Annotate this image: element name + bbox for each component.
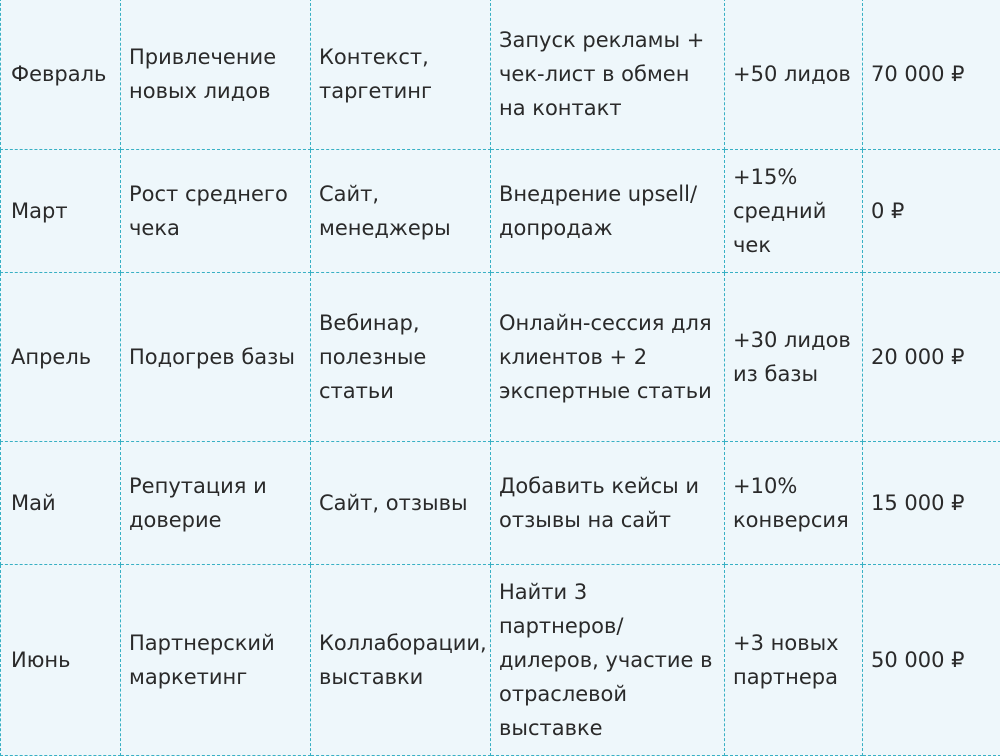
budget-cell: 15 000 ₽: [863, 442, 1000, 565]
result-cell: +3 новых партнера: [725, 565, 863, 756]
budget-cell: 70 000 ₽: [863, 0, 1000, 150]
goal-cell: Подогрев базы: [121, 273, 311, 442]
table-row: [1, 442, 1000, 565]
action-cell: Запуск рекламы + чек-лист в обмен на контакт: [491, 0, 725, 150]
table-row: [1, 565, 1000, 756]
result-cell: +15% средний чек: [725, 150, 863, 273]
budget-cell: 0 ₽: [863, 150, 1000, 273]
goal-cell: Рост среднего чека: [121, 150, 311, 273]
table-row: [1, 273, 1000, 442]
channel-cell: Сайт, отзывы: [311, 442, 491, 565]
action-cell: Найти 3 партнеров/ дилеров, участие в отраслевой выставке: [491, 565, 725, 756]
channel-cell: Контекст, таргетинг: [311, 0, 491, 150]
table-row: [1, 0, 1000, 150]
channel-cell: Сайт, менеджеры: [311, 150, 491, 273]
month-cell: Май: [1, 442, 121, 565]
month-cell: Март: [1, 150, 121, 273]
result-cell: +30 лидов из базы: [725, 273, 863, 442]
goal-cell: Партнерский маркетинг: [121, 565, 311, 756]
month-cell: Апрель: [1, 273, 121, 442]
channel-cell: Коллаборации, выставки: [311, 565, 491, 756]
goal-cell: Привлечение новых лидов: [121, 0, 311, 150]
action-cell: Добавить кейсы и отзывы на сайт: [491, 442, 725, 565]
goal-cell: Репутация и доверие: [121, 442, 311, 565]
month-cell: Июнь: [1, 565, 121, 756]
month-cell: Февраль: [1, 0, 121, 150]
table-row: [1, 150, 1000, 273]
result-cell: +50 лидов: [725, 0, 863, 150]
channel-cell: Вебинар, полезные статьи: [311, 273, 491, 442]
budget-cell: 50 000 ₽: [863, 565, 1000, 756]
result-cell: +10% конверсия: [725, 442, 863, 565]
budget-cell: 20 000 ₽: [863, 273, 1000, 442]
action-cell: Онлайн-сессия для клиентов + 2 экспертные статьи: [491, 273, 725, 442]
action-cell: Внедрение upsell/ допродаж: [491, 150, 725, 273]
